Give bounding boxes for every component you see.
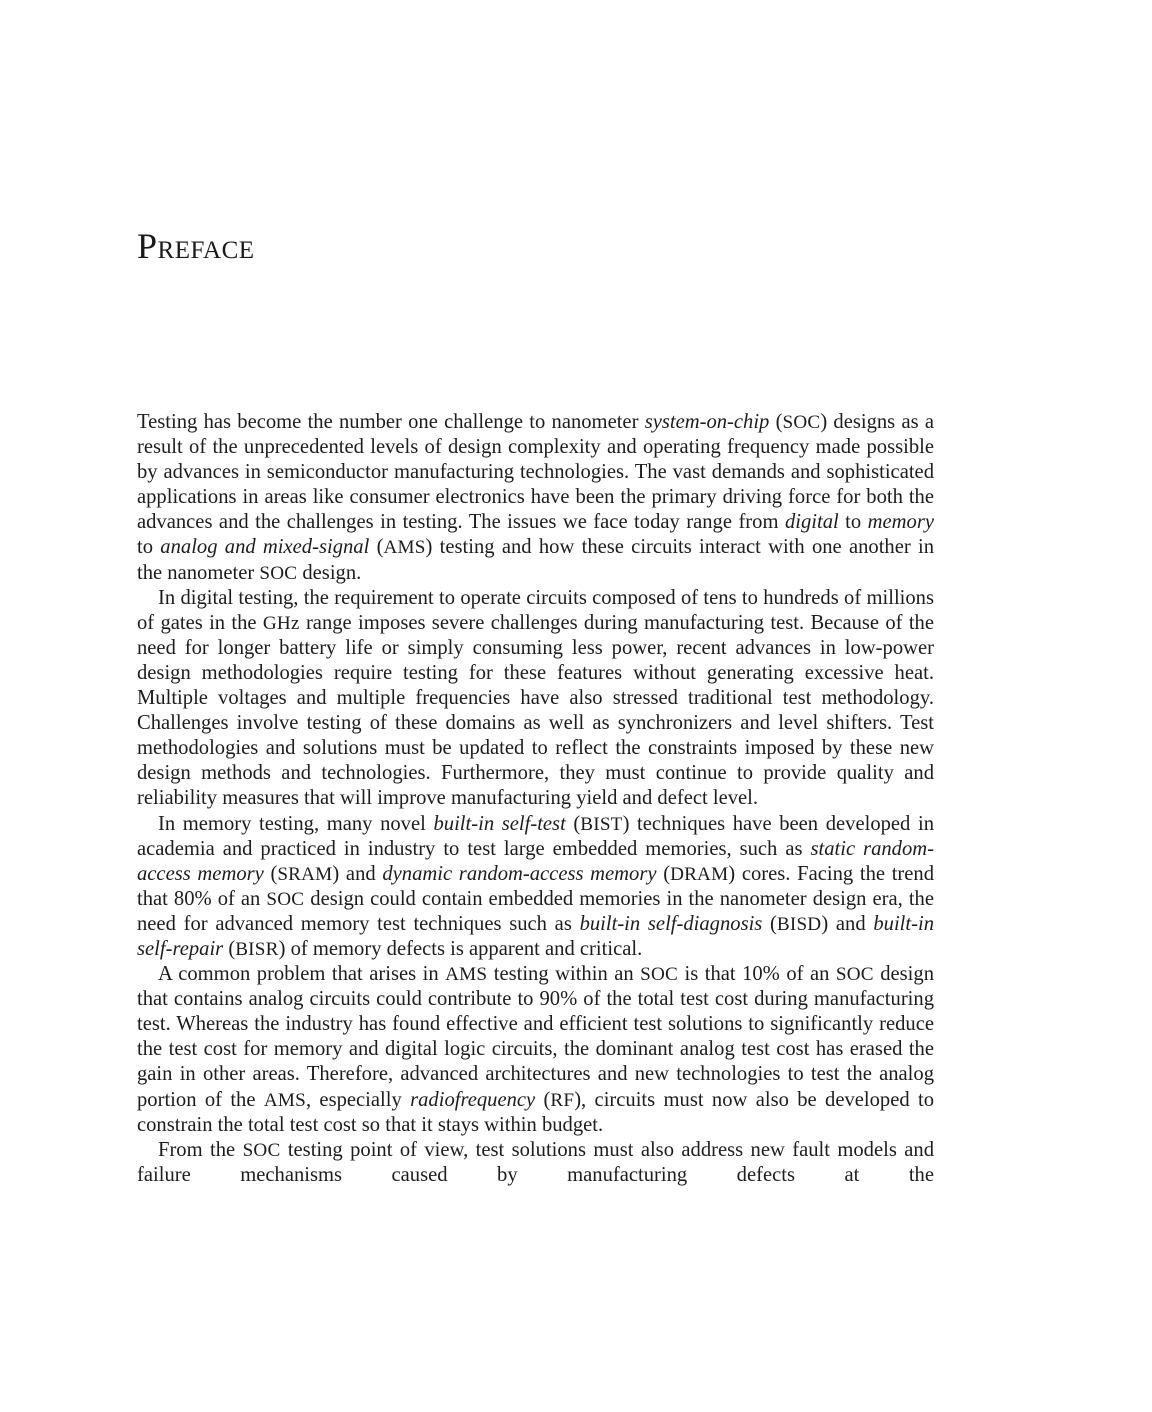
acronym: SOC: [259, 562, 298, 584]
text-run: (: [762, 912, 777, 935]
italic-term: built-in self-repair: [137, 912, 934, 960]
acronym: GHz: [262, 612, 300, 634]
acronym: SRAM: [277, 863, 333, 885]
italic-term: radiofrequency: [410, 1088, 536, 1111]
italic-term: system-on-chip: [644, 411, 770, 433]
text-run: (: [369, 536, 384, 559]
paragraph-2: [137, 586, 934, 812]
text-run: In digital testing, the requirement to operate circuits composed of tens to hundreds of millions of gates in the: [137, 586, 934, 634]
text-run: Testing has become the number one challenge to nanometer: [137, 411, 645, 433]
acronym: SOC: [835, 964, 874, 986]
text-run: testing point of view, test solutions must also address new fault models and failure mechanisms caused by manufacturing defects at the: [137, 1138, 934, 1186]
italic-term: dynamic random-access memory: [382, 862, 657, 885]
acronym: RF: [550, 1089, 575, 1111]
preface-body: [137, 410, 934, 1188]
text-run: design.: [297, 561, 362, 584]
text-run: ) of memory defects is apparent and critical.: [278, 937, 643, 960]
text-run: (: [769, 411, 783, 433]
chapter-title-text: Preface: [137, 226, 255, 266]
text-run: ) and: [332, 862, 383, 885]
text-run: range imposes severe challenges during manufacturing test. Because of the need for longer battery life or simply consuming less power, recent advances in low-power design methodologies require testing for these features without generating excessive heat. Multiple voltages and multiple frequencies have also stressed traditional test methodology. Challenges involve testing of these domains as well as synchronizers and level shifters. Test methodologies and solutions must be updated to reflect the constraints imposed by these new design methods and technologies. Furthermore, they must continue to provide quality and reliability measures that will improve manufacturing yield and defect level.: [137, 611, 934, 810]
acronym: AMS: [445, 964, 488, 986]
italic-term: built-in self-test: [433, 812, 566, 835]
acronym: AMS: [263, 1089, 306, 1111]
text-run: to: [137, 536, 161, 559]
italic-term: built-in self-diagnosis: [579, 912, 763, 935]
acronym: SOC: [782, 412, 821, 433]
italic-term: digital: [784, 511, 839, 534]
text-run: (: [263, 862, 278, 885]
text-run: ) and: [821, 912, 874, 935]
text-run: , especially: [305, 1088, 411, 1111]
acronym: BIST: [580, 813, 623, 835]
text-run: design could contain embedded memories in the nanometer design era, the need for advanced memory test techniques such as: [137, 887, 934, 935]
paragraph-1: [137, 410, 934, 586]
text-run: ) testing and how these circuits interact with one another in the nanometer: [137, 536, 934, 584]
text-run: From the: [158, 1138, 243, 1161]
italic-term: static random-access memory: [137, 837, 934, 885]
acronym: SOC: [640, 964, 679, 986]
text-run: ), circuits must now also be developed to constrain the total test cost so that it stays within budget.: [137, 1088, 935, 1136]
text-run: is that 10% of an: [678, 963, 836, 986]
text-run: testing within an: [487, 963, 641, 986]
italic-term: analog and mixed-signal: [160, 536, 370, 559]
paragraph-3: [137, 812, 934, 963]
acronym: SOC: [266, 888, 305, 910]
text-run: design that contains analog circuits could contribute to 90% of the total test cost during manufacturing test. Whereas the industry has found effective and efficient test solutions to significantly reduce the test cost for memory and digital logic circuits, the dominant analog test cost has erased the gain in other areas. Therefore, advanced architectures and new technologies to test the analog portion of the: [137, 963, 934, 1111]
acronym: BISR: [235, 938, 279, 960]
paragraph-4: [137, 962, 934, 1138]
chapter-title: [137, 224, 255, 268]
paragraph-5: [137, 1138, 934, 1188]
text-run: ) cores. Facing the trend that 80% of an: [137, 862, 935, 910]
text-run: ) designs as a result of the unprecedented levels of design complexity and operating frequency made possible by advances in semiconductor manufacturing technologies. The vast demands and sophisticated applications in areas like consumer electronics have been the primary driving force for both the advances and the challenges in testing. The issues we face today range from: [137, 411, 934, 534]
text-run: (: [656, 862, 671, 885]
italic-term: memory: [867, 511, 934, 534]
acronym: BISD: [776, 913, 822, 935]
acronym: DRAM: [670, 863, 729, 885]
text-run: ) techniques have been developed in academia and practiced in industry to test large embedded memories, such as: [137, 812, 935, 860]
acronym: AMS: [383, 537, 426, 559]
acronym: SOC: [242, 1139, 281, 1161]
text-run: (: [223, 937, 236, 960]
text-run: In memory testing, many novel: [158, 812, 434, 835]
text-run: A common problem that arises in: [158, 963, 446, 986]
text-run: (: [565, 812, 581, 835]
text-run: to: [838, 511, 868, 534]
text-run: (: [535, 1088, 551, 1111]
